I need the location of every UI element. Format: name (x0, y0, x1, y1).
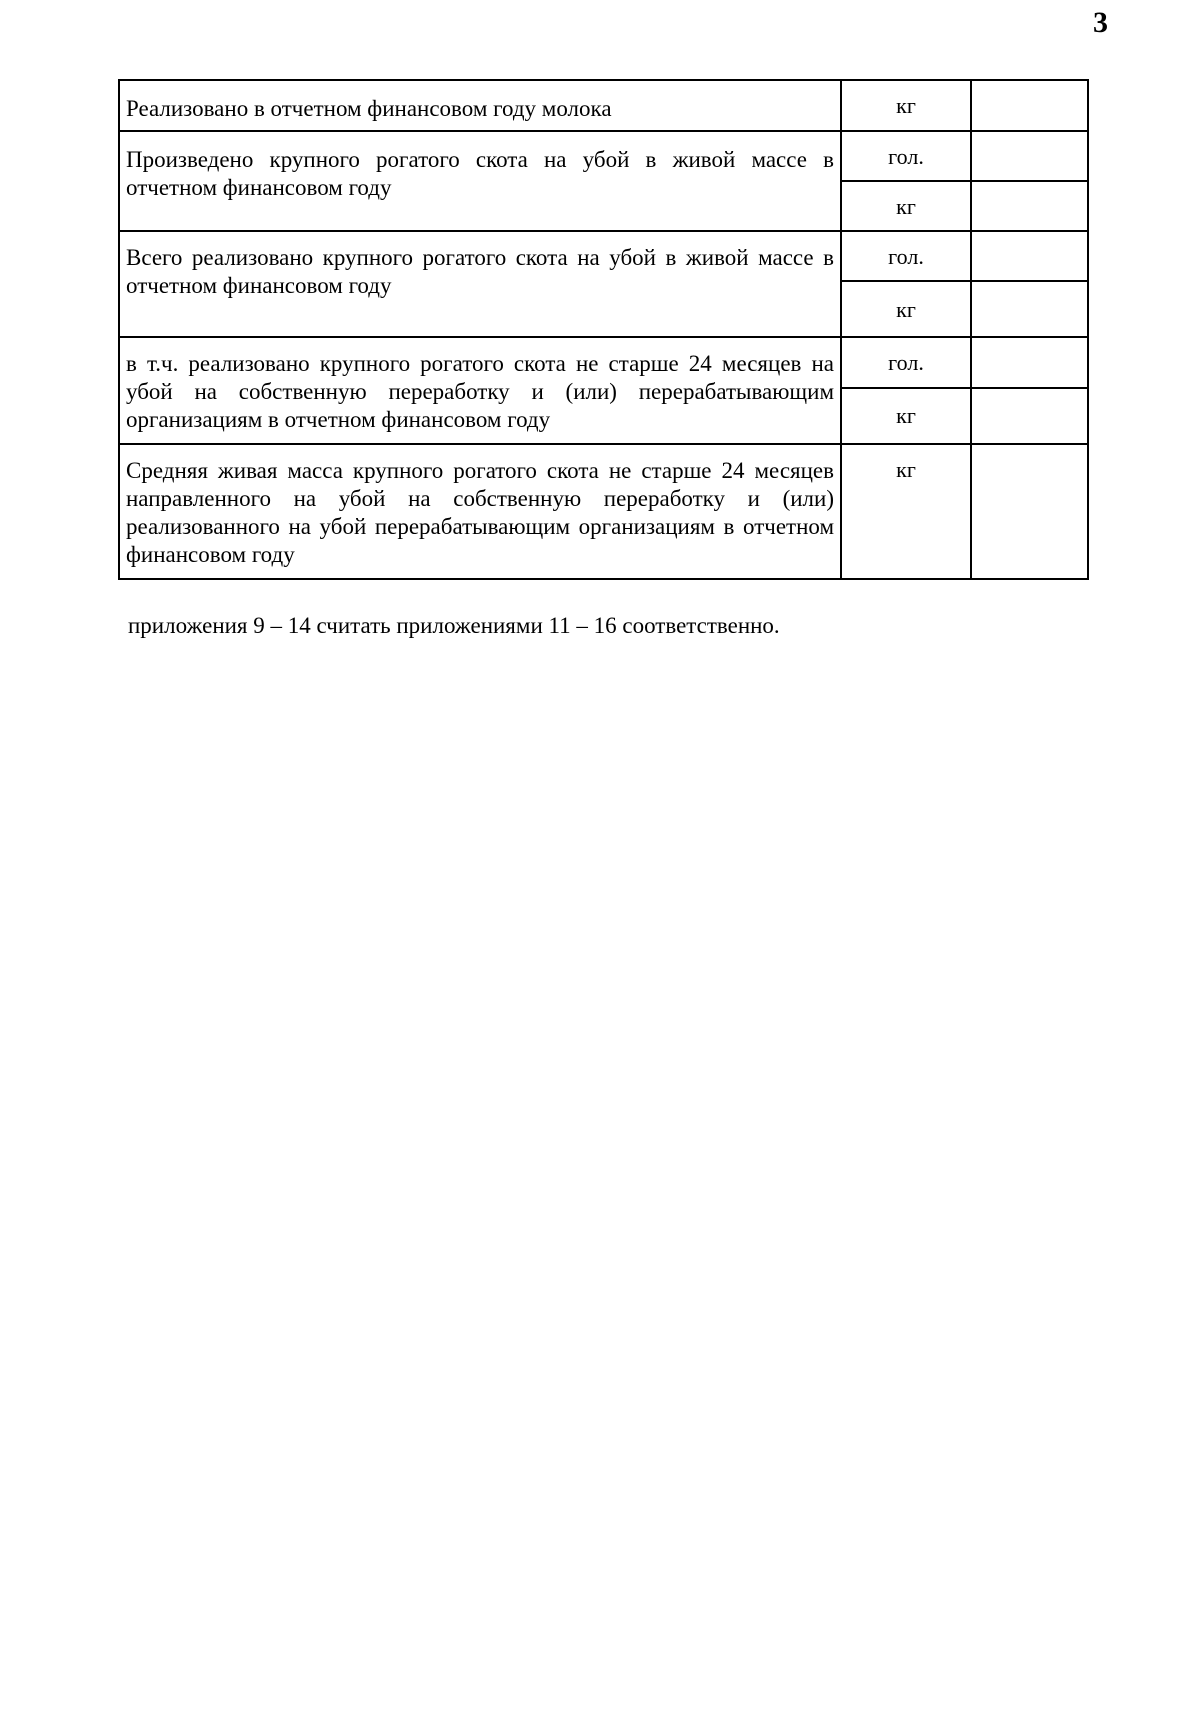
row-description-cell (119, 337, 841, 444)
row-description-cell (119, 80, 841, 131)
unit-cell (841, 181, 971, 231)
value-cell[interactable] (971, 388, 1088, 444)
table-row (119, 131, 1088, 181)
value-cell[interactable] (971, 181, 1088, 231)
table-row (119, 444, 1088, 579)
table-row (119, 231, 1088, 281)
row-description-cell (119, 444, 841, 579)
table-row (119, 337, 1088, 388)
footer-note: приложения 9 – 14 считать приложениями 11 – 16 соответственно. (128, 613, 780, 638)
unit-label: кг (896, 457, 916, 482)
table-row (119, 80, 1088, 131)
row-description: Всего реализовано крупного рогатого скота на убой в живой массе в отчетном финансовом году (126, 245, 834, 298)
value-cell[interactable] (971, 337, 1088, 388)
value-cell[interactable] (971, 231, 1088, 281)
unit-cell (841, 80, 971, 131)
unit-label: гол. (888, 244, 924, 269)
unit-label: кг (896, 194, 916, 219)
unit-cell (841, 388, 971, 444)
row-description-cell (119, 131, 841, 231)
row-description: Реализовано в отчетном финансовом году молока (126, 96, 612, 121)
value-cell[interactable] (971, 131, 1088, 181)
unit-cell (841, 444, 971, 579)
unit-label: кг (896, 403, 916, 428)
unit-cell (841, 131, 971, 181)
unit-label: кг (896, 297, 916, 322)
unit-cell (841, 231, 971, 281)
row-description: Средняя живая масса крупного рогатого скота не старше 24 месяцев направленного на убой на собственную переработку и (или) реализованного на убой перерабатывающим организациям в отчетном финансовом году (126, 458, 834, 567)
value-cell[interactable] (971, 444, 1088, 579)
page-number: 3 (1093, 6, 1108, 39)
unit-label: гол. (888, 350, 924, 375)
unit-label: гол. (888, 144, 924, 169)
value-cell[interactable] (971, 281, 1088, 337)
row-description-cell (119, 231, 841, 337)
row-description: в т.ч. реализовано крупного рогатого скота не старше 24 месяцев на убой на собственную переработку и (или) перерабатывающим организациям в отчетном финансовом году (126, 351, 834, 432)
value-cell[interactable] (971, 80, 1088, 131)
row-description: Произведено крупного рогатого скота на убой в живой массе в отчетном финансовом году (126, 147, 834, 200)
report-table (118, 79, 1089, 580)
unit-cell (841, 281, 971, 337)
unit-label: кг (896, 93, 916, 118)
unit-cell (841, 337, 971, 388)
